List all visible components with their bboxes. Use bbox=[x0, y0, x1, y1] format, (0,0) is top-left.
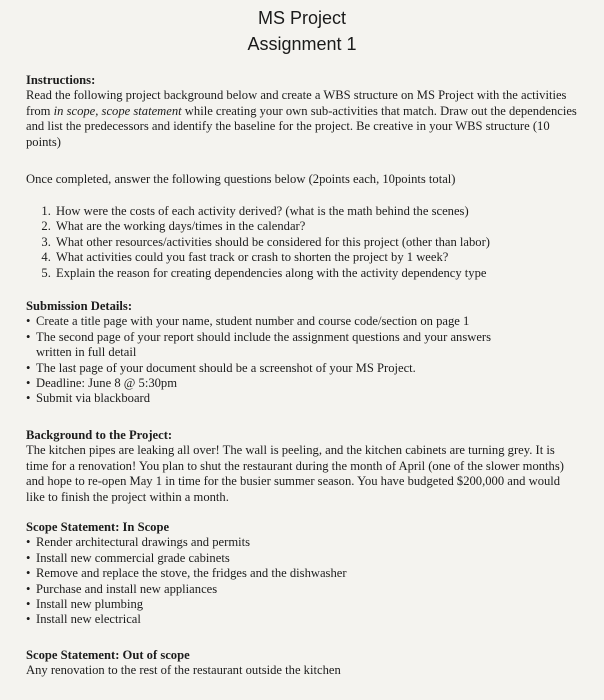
scope-out-section bbox=[26, 648, 578, 679]
submission-section bbox=[26, 299, 578, 407]
submission-item: • The last page of your document should be a screenshot of your MS Project. bbox=[26, 361, 578, 376]
scope-out-text: Any renovation to the rest of the restaurant outside the kitchen bbox=[26, 663, 341, 678]
question-item: 5. Explain the reason for creating dependencies along with the activity dependency type bbox=[54, 266, 576, 281]
submission-item: • Deadline: June 8 @ 5:30pm bbox=[26, 376, 578, 391]
doc-title: MS Project bbox=[257, 8, 347, 28]
instructions-heading: Instructions: bbox=[26, 73, 96, 87]
submission-item: • The second page of your report should include the assignment questions and your answers written in full detail bbox=[26, 330, 578, 361]
scope-in-item: • Install new electrical bbox=[26, 612, 578, 627]
question-item: 3. What other resources/activities should be considered for this project (other than labor) bbox=[54, 235, 576, 250]
question-item: 4. What activities could you fast track or crash to shorten the project by 1 week? bbox=[54, 250, 576, 265]
scope-in-section bbox=[26, 520, 578, 628]
background-heading: Background to the Project: bbox=[26, 428, 173, 442]
background-text: The kitchen pipes are leaking all over! The wall is peeling, and the kitchen cabinets are turning grey. It is time for a renovation! You plan to shut the restaurant during the month of April (one of the slower months) and hope to re-open May 1 in time for the busier summer season. You have budgeted $200,000 and would like to finish the project within a month. bbox=[26, 443, 564, 504]
scope-in-item: • Install new commercial grade cabinets bbox=[26, 551, 578, 566]
background-section bbox=[26, 428, 578, 505]
instructions-text-b: while creating your own sub-activities that match. Draw out the dependencies and list the predecessors and identify the baseline for the project. Be creative in your WBS structure (10 points) bbox=[26, 103, 577, 149]
submission-list bbox=[26, 314, 578, 406]
scope-in-item: • Render architectural drawings and permits bbox=[26, 535, 578, 550]
scope-in-heading: Scope Statement: In Scope bbox=[26, 520, 170, 534]
scope-out-heading: Scope Statement: Out of scope bbox=[26, 648, 190, 662]
questions-list bbox=[24, 204, 576, 281]
instructions-text-italic: in scope, scope statement bbox=[53, 103, 182, 118]
instructions-section bbox=[26, 73, 578, 150]
questions-intro: Once completed, answer the following questions below (2points each, 10points total) bbox=[26, 172, 456, 186]
scope-in-item: • Purchase and install new appliances bbox=[26, 582, 578, 597]
doc-subtitle: Assignment 1 bbox=[247, 34, 357, 54]
scope-in-list bbox=[26, 535, 578, 627]
instructions-text-a: Read the following project background below and create a WBS structure on MS Project with the activities from bbox=[26, 88, 567, 118]
submission-heading: Submission Details: bbox=[26, 299, 133, 313]
submission-item: • Submit via blackboard bbox=[26, 391, 578, 406]
instructions-text bbox=[26, 88, 578, 150]
questions-section bbox=[24, 204, 576, 281]
scope-in-item: • Remove and replace the stove, the fridges and the dishwasher bbox=[26, 566, 578, 581]
question-item: 2. What are the working days/times in the calendar? bbox=[54, 219, 576, 234]
scope-in-item: • Install new plumbing bbox=[26, 597, 578, 612]
submission-item: • Create a title page with your name, student number and course code/section on page 1 bbox=[26, 314, 578, 329]
question-item: 1. How were the costs of each activity derived? (what is the math behind the scenes) bbox=[54, 204, 576, 219]
